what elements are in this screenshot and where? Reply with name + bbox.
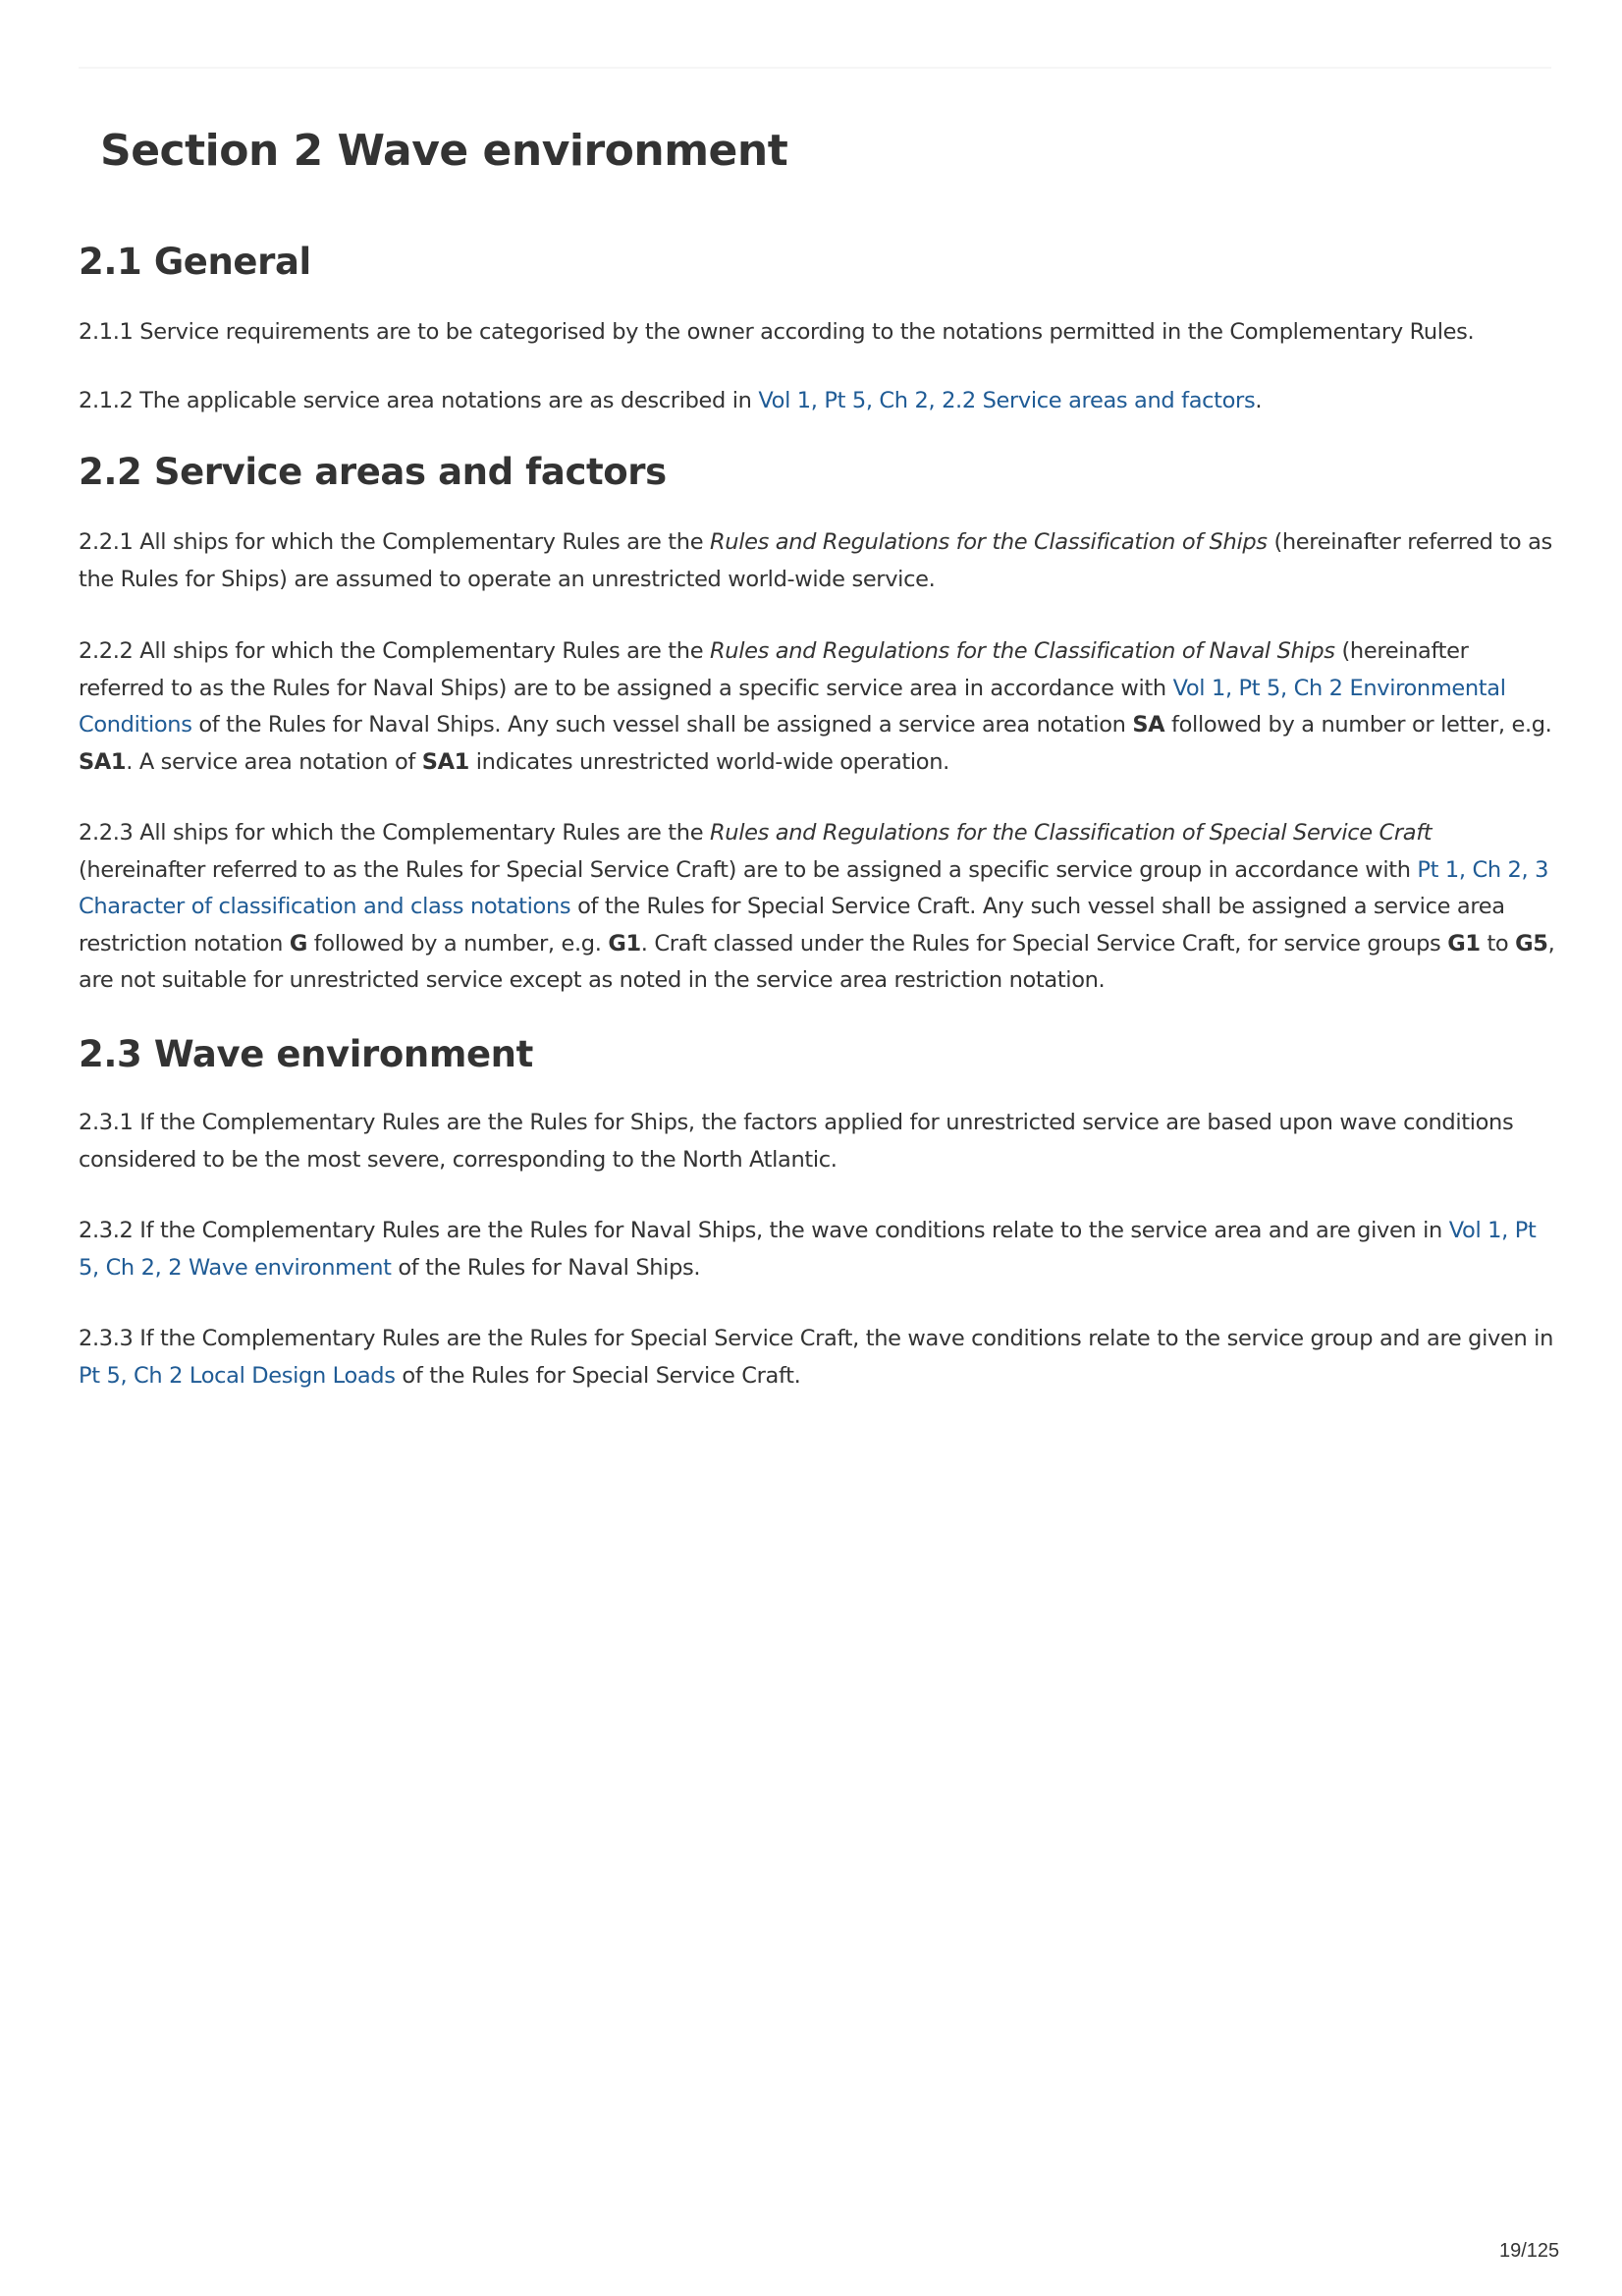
heading-2-3-wave-environment: 2.3 Wave environment <box>79 1033 533 1075</box>
heading-2-1-general: 2.1 General <box>79 241 311 283</box>
paragraph-2-3-1: 2.3.1 If the Complementary Rules are the Rules for Ships, the factors applied for unrestricted service are based upon wave conditions considered to be the most severe, corresponding to the North Atlantic. <box>79 1110 1514 1173</box>
paragraph-2-3-2: 2.3.2 If the Complementary Rules are the Rules for Naval Ships, the wave conditions relate to the service area and are given in Vol 1, Pt 5, Ch 2, 2 Wave environment of the Rules for Naval Ships. <box>79 1218 1537 1281</box>
section-title: Section 2 Wave environment <box>100 126 788 176</box>
top-divider <box>79 67 1551 69</box>
paragraph-2-3-3: 2.3.3 If the Complementary Rules are the Rules for Special Service Craft, the wave conditions relate to the service group and are given in Pt 5, Ch 2 Local Design Loads of the Rules for Special Service Craft. <box>79 1326 1553 1389</box>
paragraph-2-1-2: 2.1.2 The applicable service area notations are as described in Vol 1, Pt 5, Ch 2, 2.2 Service areas and factors. <box>79 388 1263 413</box>
link-local-design-loads[interactable]: Pt 5, Ch 2 Local Design Loads <box>79 1362 396 1389</box>
paragraph-2-2-3: 2.2.3 All ships for which the Complementary Rules are the Rules and Regulations for the Classification of Special Service Craft (hereinafter referred to as the Rules for Special Service Craft) are to be assigned a specific service group in accordance with Pt 1, Ch 2, 3 Character of classification and class notations of the Rules for Special Service Craft. Any such vessel shall be assigned a service area restriction notation G followed by a number, e.g. G1. Craft classed under the Rules for Special Service Craft, for service groups G1 to G5, are not suitable for unrestricted service except as noted in the service area restriction notation. <box>79 820 1555 993</box>
link-wave-environment[interactable]: Vol 1, Pt 5, Ch 2, 2 Wave environment <box>79 1218 1537 1281</box>
link-environmental-conditions[interactable]: Vol 1, Pt 5, Ch 2 Environmental Conditions <box>79 675 1506 738</box>
page-number: 19/125 <box>1499 2240 1560 2262</box>
link-character-of-classification[interactable]: Pt 1, Ch 2, 3 Character of classification and class notations <box>79 856 1549 919</box>
paragraph-2-2-2: 2.2.2 All ships for which the Complementary Rules are the Rules and Regulations for the Classification of Naval Ships (hereinafter referred to as the Rules for Naval Ships) are to be assigned a specific service area in accordance with Vol 1, Pt 5, Ch 2 Environmental Conditions of the Rules for Naval Ships. Any such vessel shall be assigned a service area notation SA followed by a number or letter, e.g. SA1. A service area notation of SA1 indicates unrestricted world-wide operation. <box>79 638 1552 775</box>
paragraph-2-2-1: 2.2.1 All ships for which the Complementary Rules are the Rules and Regulations for the Classification of Ships (hereinafter referred to as the Rules for Ships) are assumed to operate an unrestricted world-wide service. <box>79 529 1552 592</box>
heading-2-2-service-areas: 2.2 Service areas and factors <box>79 451 667 493</box>
link-service-areas-and-factors[interactable]: Vol 1, Pt 5, Ch 2, 2.2 Service areas and factors <box>758 388 1256 413</box>
paragraph-2-1-1: 2.1.1 Service requirements are to be categorised by the owner according to the notations permitted in the Complementary Rules. <box>79 319 1475 345</box>
